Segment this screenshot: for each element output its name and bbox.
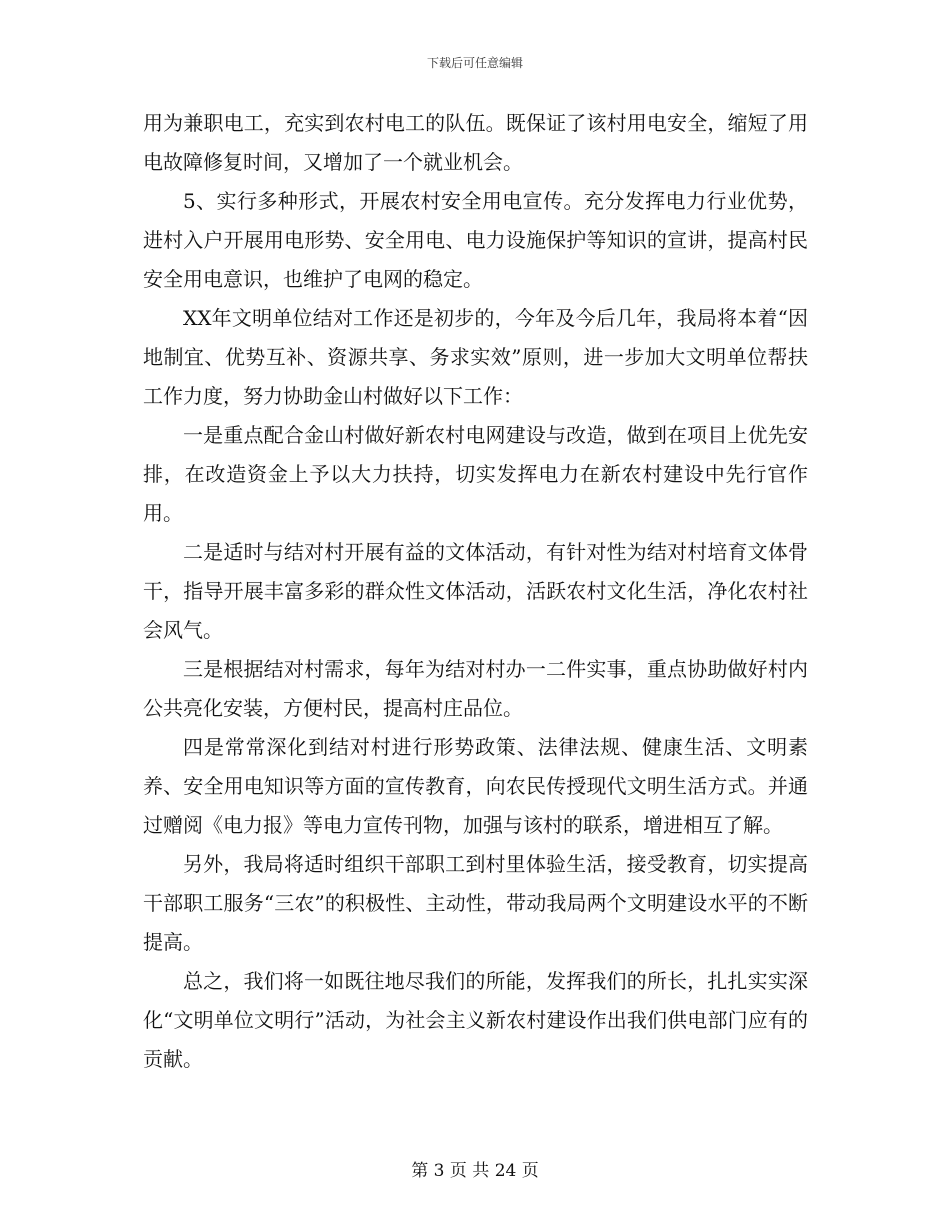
page-header: 下载后可任意编辑: [426, 56, 523, 70]
paragraph: 二是适时与结对村开展有益的文体活动，有针对性为结对村培育文体骨干，指导开展丰富多彩的群众性文体活动，活跃农村文化生活，净化农村社会风气。: [143, 540, 808, 642]
document-body: [143, 104, 808, 1079]
page-number-footer: 第 3 页 共 24 页: [411, 1161, 539, 1181]
paragraph: 总之，我们将一如既往地尽我们的所能，发挥我们的所长，扎扎实实深化“文明单位文明行”活动，为社会主义新农村建设作出我们供电部门应有的贡献。: [143, 969, 808, 1071]
paragraph: 用为兼职电工，充实到农村电工的队伍。既保证了该村用电安全，缩短了用电故障修复时间，又增加了一个就业机会。: [143, 111, 808, 174]
paragraph: XX年文明单位结对工作还是初步的，今年及今后几年，我局将本着“因地制宜、优势互补、资源共享、务求实效”原则，进一步加大文明单位帮扶工作力度，努力协助金山村做好以下工作：: [143, 306, 808, 408]
paragraph: 三是根据结对村需求，每年为结对村办一二件实事，重点协助做好村内公共亮化安装，方便村民，提高村庄品位。: [143, 657, 808, 720]
paragraph: 四是常常深化到结对村进行形势政策、法律法规、健康生活、文明素养、安全用电知识等方面的宣传教育，向农民传授现代文明生活方式。并通过赠阅《电力报》等电力宣传刊物，加强与该村的联系，增进相互了解。: [143, 735, 808, 837]
paragraph: 另外，我局将适时组织干部职工到村里体验生活，接受教育，切实提高干部职工服务“三农”的积极性、主动性，带动我局两个文明建设水平的不断提高。: [143, 852, 808, 954]
paragraph: 5、实行多种形式，开展农村安全用电宣传。充分发挥电力行业优势，进村入户开展用电形势、安全用电、电力设施保护等知识的宣讲，提高村民安全用电意识，也维护了电网的稳定。: [143, 189, 808, 291]
paragraph: 一是重点配合金山村做好新农村电网建设与改造，做到在项目上优先安排，在改造资金上予以大力扶持，切实发挥电力在新农村建设中先行官作用。: [143, 423, 808, 525]
